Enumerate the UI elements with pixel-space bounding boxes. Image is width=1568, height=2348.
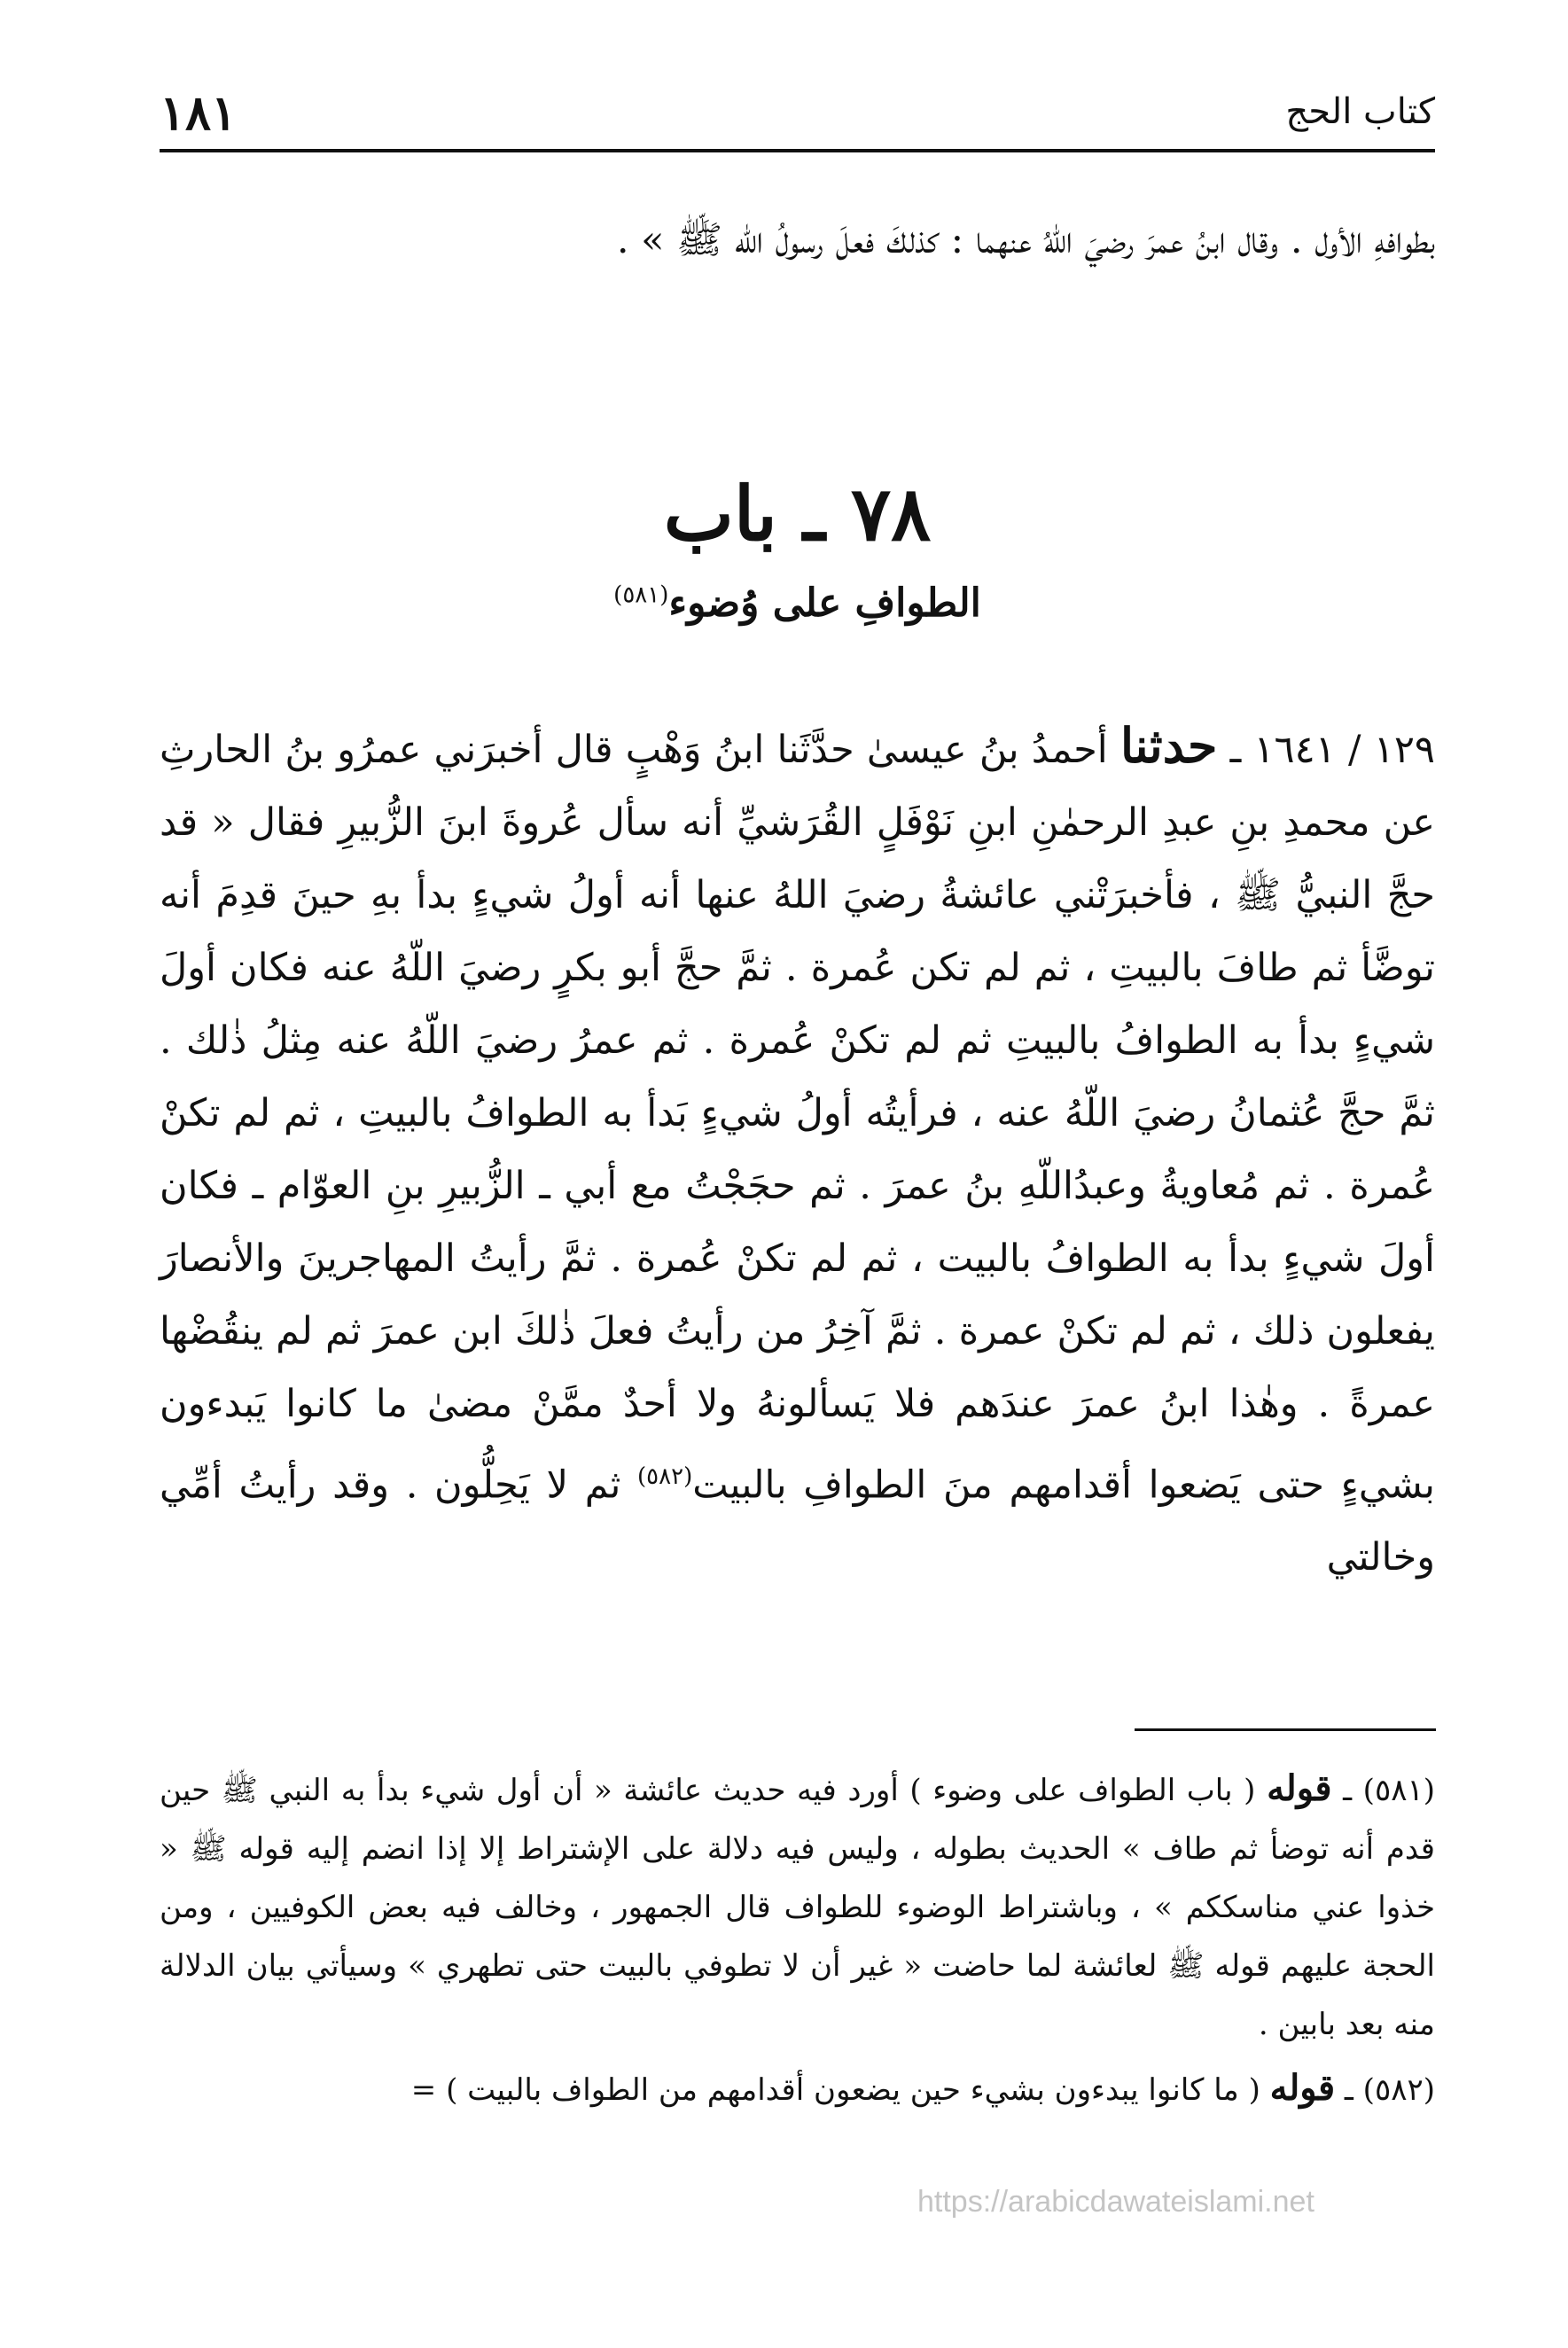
chapter-subtitle	[160, 581, 1435, 626]
footnote-keyword: قوله	[1269, 2067, 1336, 2109]
footnote-divider	[1135, 1728, 1436, 1731]
hadith-paragraph	[160, 709, 1435, 1594]
footnote-581	[160, 1759, 1435, 2054]
hadith-number: ١٢٩ / ١٦٤١ ـ	[1229, 728, 1436, 772]
hadith-keyword: حدثنا	[1119, 717, 1218, 774]
hadith-text-1: أحمدُ بنُ عيسىٰ حدَّثَنا ابنُ وَهْبٍ قال أخبرَني عمرُو بنُ الحارثِ عن محمدِ بنِ عبدِ الرحمٰنِ ابنِ نَوْفَلٍ القُرَشيِّ أنه سأل عُروةَ ابنَ الزُّبيرِ فقال « قد حجَّ النبيُّ ﷺ ، فأخبرَتْني عائشةُ رضيَ اللهُ عنها أنه أولُ شيءٍ بدأ بهِ حينَ قدِمَ أنه توضَّأ ثم طافَ بالبيتِ ، ثم لم تكن عُمرة . ثمَّ حجَّ أبو بكرٍ رضيَ اللّهُ عنه فكان أولَ شيءٍ بدأ به الطوافُ بالبيتِ ثم لم تكنْ عُمرة . ثم عمرُ رضيَ اللّهُ عنه مِثلُ ذٰلك . ثمَّ حجَّ عُثمانُ رضيَ اللّهُ عنه ، فرأيتُه أولُ شيءٍ بَدأ به الطوافُ بالبيتِ ، ثم لم تكنْ عُمرة . ثم مُعاويةُ وعبدُاللّهِ بنُ عمرَ . ثم حجَجْتُ مع أبي ـ الزُّبيرِ بنِ العوّام ـ فكان أولَ شيءٍ بدأ به الطوافُ بالبيت ، ثم لم تكنْ عُمرة . ثمَّ رأيتُ المهاجرينَ والأنصارَ يفعلون ذلك ، ثم لم تكنْ عمرة . ثمَّ آخِرُ من رأيتُ فعلَ ذٰلكَ ابن عمرَ ثم لم ينقُضْها عمرةً . وهٰذا ابنُ عمرَ عندَهم فلا يَسألونهُ ولا أحدٌ ممَّنْ مضىٰ ما كانوا يَبدءون بشيءٍ حتى يَضعوا أقدامهم منَ الطوافِ بالبيت	[160, 728, 1436, 1508]
page-header	[160, 84, 1435, 151]
footnote-number: (٥٨٢) ـ	[1344, 2072, 1435, 2108]
hadith-text-2: ثم لا يَحِلُّون . وقد رأيتُ أمِّي وخالتي	[160, 1463, 1435, 1580]
running-title: كتاب الحج	[1285, 91, 1435, 132]
intro-paragraph: بطوافهِ الأول . وقال ابنُ عمرَ رضيَ اللّهُ عنهما : كذلكَ فعلَ رسولُ اللّه ﷺ » .	[616, 218, 1435, 262]
footnote-ref-582: (٥٨٢)	[637, 1463, 693, 1490]
footnote-number: (٥٨١) ـ	[1343, 1773, 1435, 1808]
footnote-text: ( باب الطواف على وضوء ) أورد فيه حديث عائشة « أن أول شيء بدأ به النبي ﷺ حين قدم أنه توضأ ثم طاف » الحديث بطوله ، وليس فيه دلالة على الإشتراط إلا إذا انضم إليه قوله ﷺ « خذوا عني مناسككم » ، وباشتراط الوضوء للطواف قال الجمهور ، وخالف فيه بعض الكوفيين ، ومن الحجة عليهم قوله ﷺ لعائشة لما حاضت « غير أن لا تطوفي بالبيت حتى تطهري » وسيأتي بيان الدلالة منه بعد بابين .	[160, 1773, 1435, 2042]
footnote-keyword: قوله	[1267, 1767, 1332, 1809]
header-divider	[160, 149, 1435, 152]
chapter-subtitle-text: الطوافِ على وُضوء	[668, 581, 981, 626]
footnotes	[160, 1759, 1435, 2125]
watermark: https://arabicdawateislami.net	[917, 2185, 1314, 2219]
footnote-text: ( ما كانوا يبدءون بشيء حين يضعون أقدامهم من الطواف بالبيت ) =	[410, 2072, 1260, 2108]
chapter-title: ٧٨ ـ باب	[663, 470, 932, 558]
footnote-ref-581: (٥٨١)	[613, 581, 669, 609]
footnote-582	[160, 2059, 1435, 2119]
page-number: ١٨١	[160, 84, 238, 141]
